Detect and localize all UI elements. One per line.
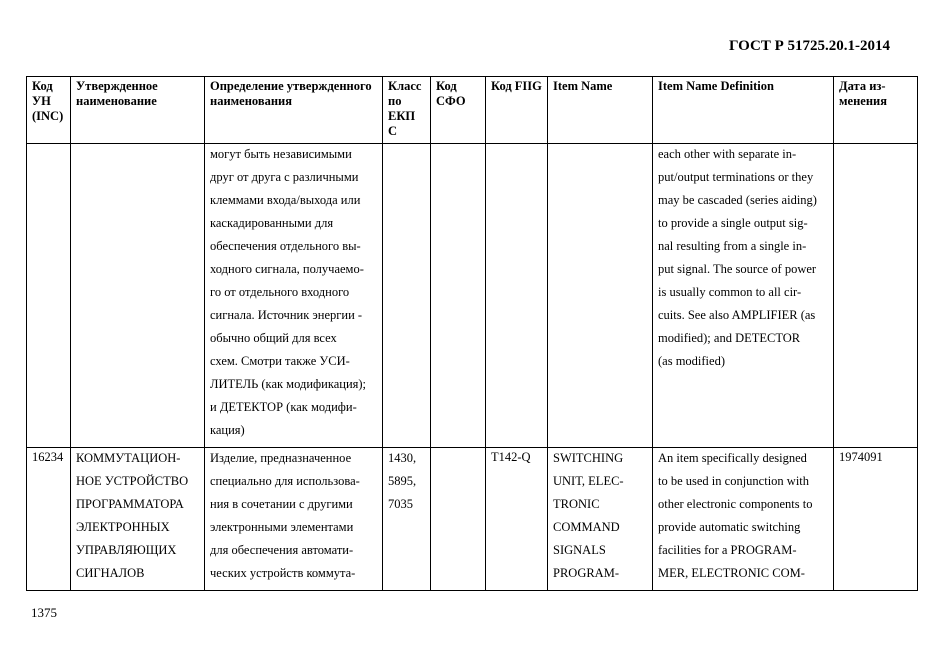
cell-line: modified); and DETECTOR [658,331,801,345]
cell-line: An item specifically designed [658,451,807,465]
cell-line: КОММУТАЦИОН- [76,451,181,465]
cell-line: друг от друга с различными [210,170,359,184]
col-header-fiig-code: Код FIIG [486,77,548,144]
cell-line: is usually common to all cir- [658,285,802,299]
cell-line: электронными элементами [210,520,354,534]
cell-line: provide automatic switching [658,520,801,534]
cell-line: MER, ELECTRONIC COM- [658,566,805,580]
page-number: 1375 [31,605,57,620]
col-header-ekps-class: Класс по ЕКП С [383,77,431,144]
cell-item-name-definition [653,144,834,448]
cell-item-name-definition [653,448,834,591]
document-code: ГОСТ Р 51725.20.1-2014 [728,38,890,54]
cell-fiig-code [486,144,548,448]
cell-line: СИГНАЛОВ [76,566,145,580]
col-header-definition: Определение утвержденного наименования [205,77,383,144]
cell-line: сигнала. Источник энергии - [210,308,363,322]
cell-item-name [548,144,653,448]
cell-line: специально для использова- [210,474,360,488]
cell-line: для обеспечения автомати- [210,543,354,557]
cell-line: каскадированными для [210,216,334,230]
cell-line: УПРАВЛЯЮЩИХ [76,543,177,557]
cell-line: и ДЕТЕКТОР (как модифи- [210,400,357,414]
col-header-item-name: Item Name [548,77,653,144]
cell-fiig-code: T142-Q [486,448,548,591]
classification-table [26,76,918,591]
cell-line: кация) [210,423,245,437]
col-header-item-name-definition: Item Name Definition [653,77,834,144]
cell-line: ПРОГРАММАТОРА [76,497,184,511]
cell-line: to provide a single output sig- [658,216,808,230]
table-row [27,448,918,591]
cell-approved-name [71,448,205,591]
cell-inc: 16234 [27,448,71,591]
cell-sfo-code [431,144,486,448]
cell-line: клеммами входа/выхода или [210,193,361,207]
cell-change-date [834,144,918,448]
cell-line: 1430, [388,451,417,465]
table-row [27,144,918,448]
cell-line: 5895, [388,474,417,488]
cell-line: ходного сигнала, получаемо- [210,262,364,276]
cell-definition [205,144,383,448]
cell-sfo-code [431,448,486,591]
cell-line: могут быть независимыми [210,147,352,161]
cell-line: НОЕ УСТРОЙСТВО [76,474,189,488]
col-header-approved-name: Утвержденное наименование [71,77,205,144]
cell-line: TRONIC [553,497,600,511]
cell-line: put signal. The source of power [658,262,817,276]
cell-line: COMMAND [553,520,620,534]
cell-line: each other with separate in- [658,147,797,161]
table-header-row [27,77,918,144]
cell-line: Изделие, предназначенное [210,451,352,465]
cell-definition [205,448,383,591]
cell-line: to be used in conjunction with [658,474,810,488]
cell-line: схем. Смотри также УСИ- [210,354,350,368]
cell-line: facilities for a PROGRAM- [658,543,797,557]
cell-line: обычно общий для всех [210,331,337,345]
cell-line: may be cascaded (series aiding) [658,193,817,207]
col-header-change-date: Дата из-менения [834,77,918,144]
col-header-sfo-code: Код СФО [431,77,486,144]
cell-line: ния в сочетании с другими [210,497,353,511]
cell-line: обеспечения отдельного вы- [210,239,361,253]
cell-line: SIGNALS [553,543,606,557]
cell-line: ческих устройств коммута- [210,566,356,580]
cell-line: 7035 [388,497,413,511]
cell-approved-name [71,144,205,448]
cell-line: other electronic components to [658,497,813,511]
cell-line: cuits. See also AMPLIFIER (as [658,308,816,322]
cell-line: UNIT, ELEC- [553,474,624,488]
cell-ekps-class [383,448,431,591]
cell-line: (as modified) [658,354,725,368]
cell-line: put/output terminations or they [658,170,814,184]
cell-line: ЛИТЕЛЬ (как модификация); [210,377,367,391]
cell-inc [27,144,71,448]
cell-line: го от отдельного входного [210,285,350,299]
cell-item-name [548,448,653,591]
cell-line: SWITCHING [553,451,624,465]
cell-ekps-class [383,144,431,448]
col-header-inc: Код УН (INC) [27,77,71,144]
cell-line: nal resulting from a single in- [658,239,807,253]
cell-line: ЭЛЕКТРОННЫХ [76,520,170,534]
cell-change-date: 1974091 [834,448,918,591]
cell-line: PROGRAM- [553,566,619,580]
